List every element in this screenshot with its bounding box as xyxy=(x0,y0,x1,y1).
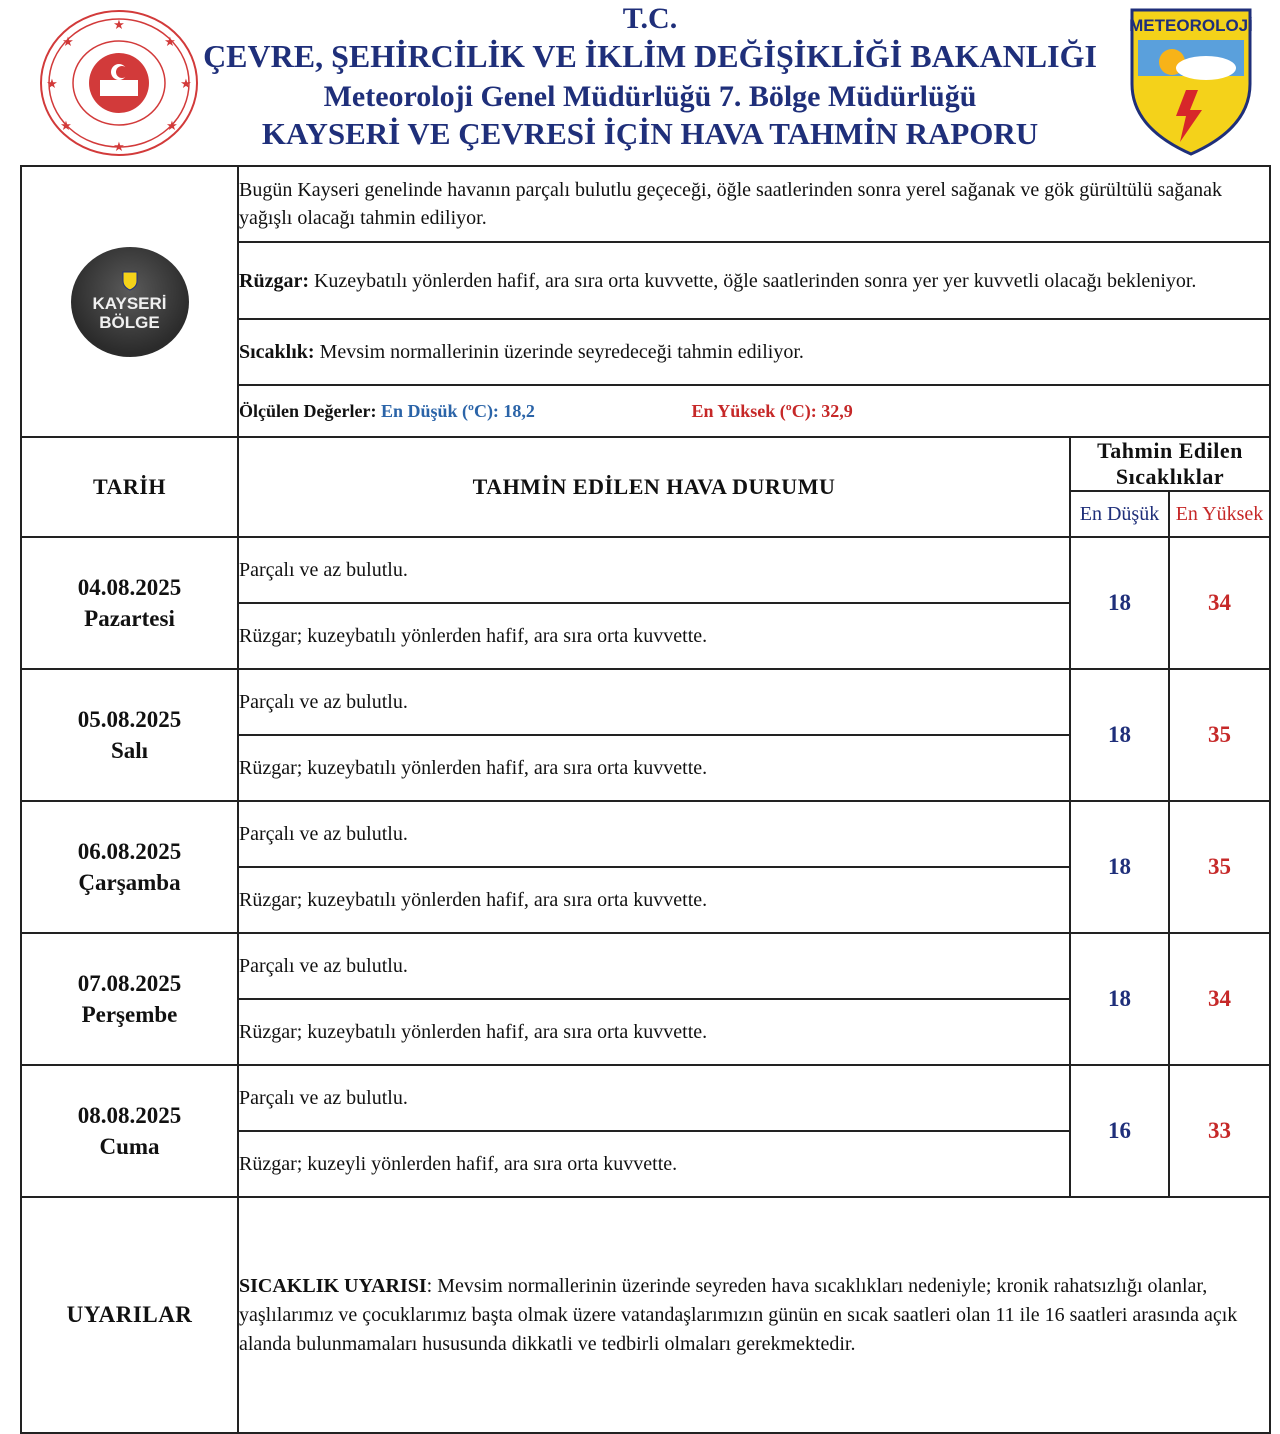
wind-label: Rüzgar: xyxy=(239,269,309,292)
forecast-date-cell xyxy=(21,1065,238,1197)
forecast-date: 07.08.2025 xyxy=(77,971,182,996)
forecast-date-cell xyxy=(21,933,238,1065)
measured-high: En Yüksek (ºC): 32,9 xyxy=(691,401,853,421)
header-report-title: KAYSERİ VE ÇEVRESİ İÇİN HAVA TAHMİN RAPORU xyxy=(261,116,1039,151)
region-logo-cell xyxy=(21,166,238,437)
warnings-label: UYARILAR xyxy=(21,1197,238,1433)
svg-text:★: ★ xyxy=(113,17,125,32)
forecast-low: 18 xyxy=(1070,669,1169,801)
shield-text: METEOROLOJİ xyxy=(1129,16,1253,35)
forecast-low: 18 xyxy=(1070,537,1169,669)
forecast-report-table xyxy=(20,165,1271,1434)
measured-label: Ölçülen Değerler: xyxy=(239,401,377,421)
high-header: En Yüksek xyxy=(1169,491,1270,537)
forecast-date-cell xyxy=(21,669,238,801)
forecast-day: Çarşamba xyxy=(78,870,181,895)
forecast-sky: Parçalı ve az bulutlu. xyxy=(238,669,1070,735)
mini-shield-icon xyxy=(122,271,138,291)
forecast-date: 08.08.2025 xyxy=(77,1103,182,1128)
date-header: TARİH xyxy=(21,437,238,537)
forecast-date-cell xyxy=(21,801,238,933)
forecast-low: 16 xyxy=(1070,1065,1169,1197)
header-directorate: Meteoroloji Genel Müdürlüğü 7. Bölge Müdürlüğü xyxy=(323,80,977,113)
temperature-summary xyxy=(238,319,1270,385)
forecast-date: 06.08.2025 xyxy=(77,839,182,864)
forecast-day: Perşembe xyxy=(81,1002,178,1027)
forecast-wind: Rüzgar; kuzeyli yönlerden hafif, ara sıra orta kuvvette. xyxy=(238,1131,1070,1197)
low-header: En Düşük xyxy=(1070,491,1169,537)
forecast-day: Salı xyxy=(110,738,149,763)
forecast-high: 34 xyxy=(1169,933,1270,1065)
meteorology-shield-icon xyxy=(1128,6,1254,156)
header-tc: T.C. xyxy=(622,2,678,35)
forecast-low: 18 xyxy=(1070,801,1169,933)
temps-header: Tahmin Edilen Sıcaklıklar xyxy=(1070,437,1270,491)
forecast-wind: Rüzgar; kuzeybatılı yönlerden hafif, ara sıra orta kuvvette. xyxy=(238,999,1070,1065)
forecast-low: 18 xyxy=(1070,933,1169,1065)
forecast-high: 33 xyxy=(1169,1065,1270,1197)
logo-line1: KAYSERİ xyxy=(92,294,167,313)
svg-text:★: ★ xyxy=(46,76,58,91)
temp-text: Mevsim normallerinin üzerinde seyredeceği tahmin ediliyor. xyxy=(314,341,804,363)
forecast-wind: Rüzgar; kuzeybatılı yönlerden hafif, ara sıra orta kuvvette. xyxy=(238,603,1070,669)
general-forecast: Bugün Kayseri genelinde havanın parçalı bulutlu geçeceği, öğle saatlerinden sonra yerel sağanak ve gök gürültülü sağanak yağışlı olacağı tahmin ediliyor. xyxy=(238,166,1270,242)
forecast-sky: Parçalı ve az bulutlu. xyxy=(238,801,1070,867)
forecast-date: 05.08.2025 xyxy=(77,707,182,732)
heat-warning-title: SICAKLIK UYARISI xyxy=(239,1274,427,1297)
heat-warning xyxy=(238,1197,1270,1433)
forecast-wind: Rüzgar; kuzeybatılı yönlerden hafif, ara sıra orta kuvvette. xyxy=(238,867,1070,933)
logo-line2: BÖLGE xyxy=(99,313,160,332)
forecast-sky: Parçalı ve az bulutlu. xyxy=(238,1065,1070,1131)
header-ministry: ÇEVRE, ŞEHİRCİLİK VE İKLİM DEĞİŞİKLİĞİ BAKANLIĞI xyxy=(203,38,1097,74)
svg-text:★: ★ xyxy=(166,118,178,133)
weather-header: TAHMİN EDİLEN HAVA DURUMU xyxy=(238,437,1070,537)
measured-values xyxy=(238,385,1270,437)
svg-text:★: ★ xyxy=(62,34,74,49)
report-header xyxy=(0,0,1280,160)
svg-text:★: ★ xyxy=(164,34,176,49)
measured-low: En Düşük (ºC): 18,2 xyxy=(380,401,535,421)
svg-text:★: ★ xyxy=(180,76,192,91)
heat-warning-text: : Mevsim normallerinin üzerinde seyreden hava sıcaklıkları nedeniyle; kronik rahatsızlığı olanlar, yaşlılarımız ve çocuklarımız başta olmak üzere vatandaşlarımızın günün en sıcak saatleri olan 11 ile 16 saatleri arasında açık alanda bulunmamaları hususunda dikkatli ve tedbirli olmaları gerekmektedir. xyxy=(239,1274,1238,1355)
forecast-day: Cuma xyxy=(99,1134,160,1159)
temp-label: Sıcaklık: xyxy=(239,341,315,363)
wind-text: Kuzeybatılı yönlerden hafif, ara sıra orta kuvvette, öğle saatlerinden sonra yer yer kuvvetli olacağı bekleniyor. xyxy=(308,269,1197,292)
svg-text:★: ★ xyxy=(60,118,72,133)
forecast-high: 35 xyxy=(1169,669,1270,801)
wind-summary xyxy=(238,242,1270,319)
forecast-high: 35 xyxy=(1169,801,1270,933)
forecast-day: Pazartesi xyxy=(84,606,175,631)
forecast-high: 34 xyxy=(1169,537,1270,669)
ministry-seal-icon xyxy=(38,8,200,158)
svg-text:★: ★ xyxy=(113,139,125,154)
forecast-date-cell xyxy=(21,537,238,669)
kayseri-bolge-logo xyxy=(71,247,189,357)
forecast-sky: Parçalı ve az bulutlu. xyxy=(238,933,1070,999)
forecast-date: 04.08.2025 xyxy=(77,575,182,600)
forecast-wind: Rüzgar; kuzeybatılı yönlerden hafif, ara sıra orta kuvvette. xyxy=(238,735,1070,801)
forecast-sky: Parçalı ve az bulutlu. xyxy=(238,537,1070,603)
